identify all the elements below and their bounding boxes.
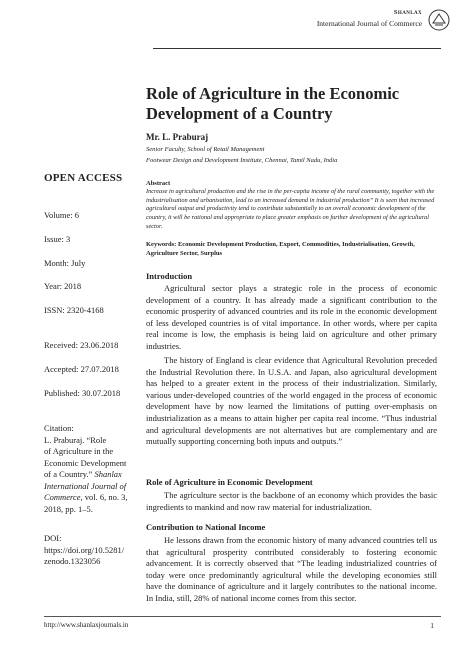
- article-title: Role of Agriculture in the Economic Development of a Country: [146, 84, 400, 123]
- author-name: Mr. L. Praburaj: [146, 132, 209, 142]
- section-heading-contribution: Contribution to National Income: [146, 522, 266, 532]
- publisher-logo-icon: [428, 9, 450, 31]
- month-info: Month: July: [44, 258, 86, 268]
- footer-divider: [44, 616, 441, 617]
- issn-info: ISSN: 2320-4168: [44, 305, 104, 315]
- paragraph: Agricultural sector plays a strategic role in the process of economic development of a country. It has already made a significant contribution to the economic prosperity of advanced countries and its role in the economic development of less developed countries is of vital importance. In other words, where per capita real income is low, the emphasis is being laid on agriculture and other primary industries.: [146, 283, 437, 351]
- citation-tail: 2018, pp. 1–5.: [44, 503, 93, 514]
- author-affiliation-2: Footwear Design and Development Institute, Chennai, Tamil Nadu, India: [146, 157, 338, 164]
- citation-label: Citation:: [44, 423, 74, 433]
- received-date: Received: 23.06.2018: [44, 340, 119, 350]
- author-affiliation-1: Senior Faculty, School of Retail Management: [146, 146, 265, 153]
- accepted-date: Accepted: 27.07.2018: [44, 364, 119, 374]
- year-info: Year: 2018: [44, 281, 82, 291]
- doi-link[interactable]: zenodo.1323056: [44, 556, 101, 566]
- doi-link[interactable]: https://doi.org/10.5281/: [44, 544, 125, 555]
- citation-line: Economic Development: [44, 457, 127, 468]
- page-number: 1: [430, 621, 434, 630]
- abstract-body: Increase in agricultural production and the rise in the per-capita income of the rural community, together with the industrialisation and urbanisation, lead to an increased demand in industrial production” It is seen that increased agricultural output and productivity tend to contribute substantially to an overall economic development of the country, it will be rational and appropriate to place greater emphasis on further development of the agricultural sector.: [146, 188, 435, 230]
- citation-tail: , vol. 6, no. 3,: [80, 492, 128, 502]
- article-metadata-sidebar: [44, 172, 140, 184]
- citation-line: of a Country.”: [44, 469, 93, 479]
- section-heading-role: Role of Agriculture in Economic Development: [146, 477, 313, 487]
- published-date: Published: 30.07.2018: [44, 388, 121, 398]
- citation-journal: Commerce: [44, 492, 81, 502]
- abstract-heading: Abstract: [146, 180, 171, 187]
- publisher-brand: Shanlax: [393, 9, 422, 16]
- paragraph: The history of England is clear evidence that Agricultural Revolution preceded the Industrial Revolution there. In U.S.A. and Japan, also agricultural development has helped to a greater extent in the process of their industrialization. Similarly, various under-developed countries of the world engaged in the process of economic development have by now learned the limitations of putting over-emphasis on industrialization as a means to attain higher per capita real income. “Thus industrial and agricultural developments are not alternatives but are complementary and are mutually supporting concerning both inputs and outputs.”: [146, 355, 437, 447]
- journal-name: International Journal of Commerce: [316, 19, 422, 28]
- paragraph: The agriculture sector is the backbone of an economy which provides the basic ingredients to mankind and now raw material for industrialization.: [146, 490, 437, 512]
- citation-line: of Agriculture in the: [44, 446, 114, 456]
- header-divider: [153, 48, 441, 49]
- section-heading-introduction: Introduction: [146, 271, 193, 281]
- doi-block: [44, 533, 144, 568]
- journal-website-link[interactable]: http://www.shanlaxjournals.in: [44, 621, 129, 629]
- volume-info: Volume: 6: [44, 210, 80, 220]
- citation-journal: International Journal of: [44, 480, 127, 491]
- citation-block: [44, 423, 144, 515]
- issue-info: Issue: 3: [44, 234, 71, 244]
- doi-label: DOI:: [44, 533, 62, 543]
- citation-journal: Shanlax: [94, 469, 122, 479]
- keywords: Keywords: Economic Development Production, Export, Commodities, Industrialisation, Growth, Agriculture Sector, Surplus: [146, 241, 415, 257]
- page-header: [162, 7, 462, 47]
- paragraph: He lessons drawn from the economic history of many advanced countries tell us that agricultural prosperity contributed considerably to fostering economic advancement. It is correctly observed that “The leading industrialized countries of today were once predominantly agricultural while the developing economies still have the dominance of agriculture and it largely contributes to the national income. In India, still, 28% of national income comes from this sector.: [146, 535, 437, 603]
- citation-line: L. Praburaj. “Role: [44, 434, 107, 445]
- open-access-label: OPEN ACCESS: [44, 172, 123, 184]
